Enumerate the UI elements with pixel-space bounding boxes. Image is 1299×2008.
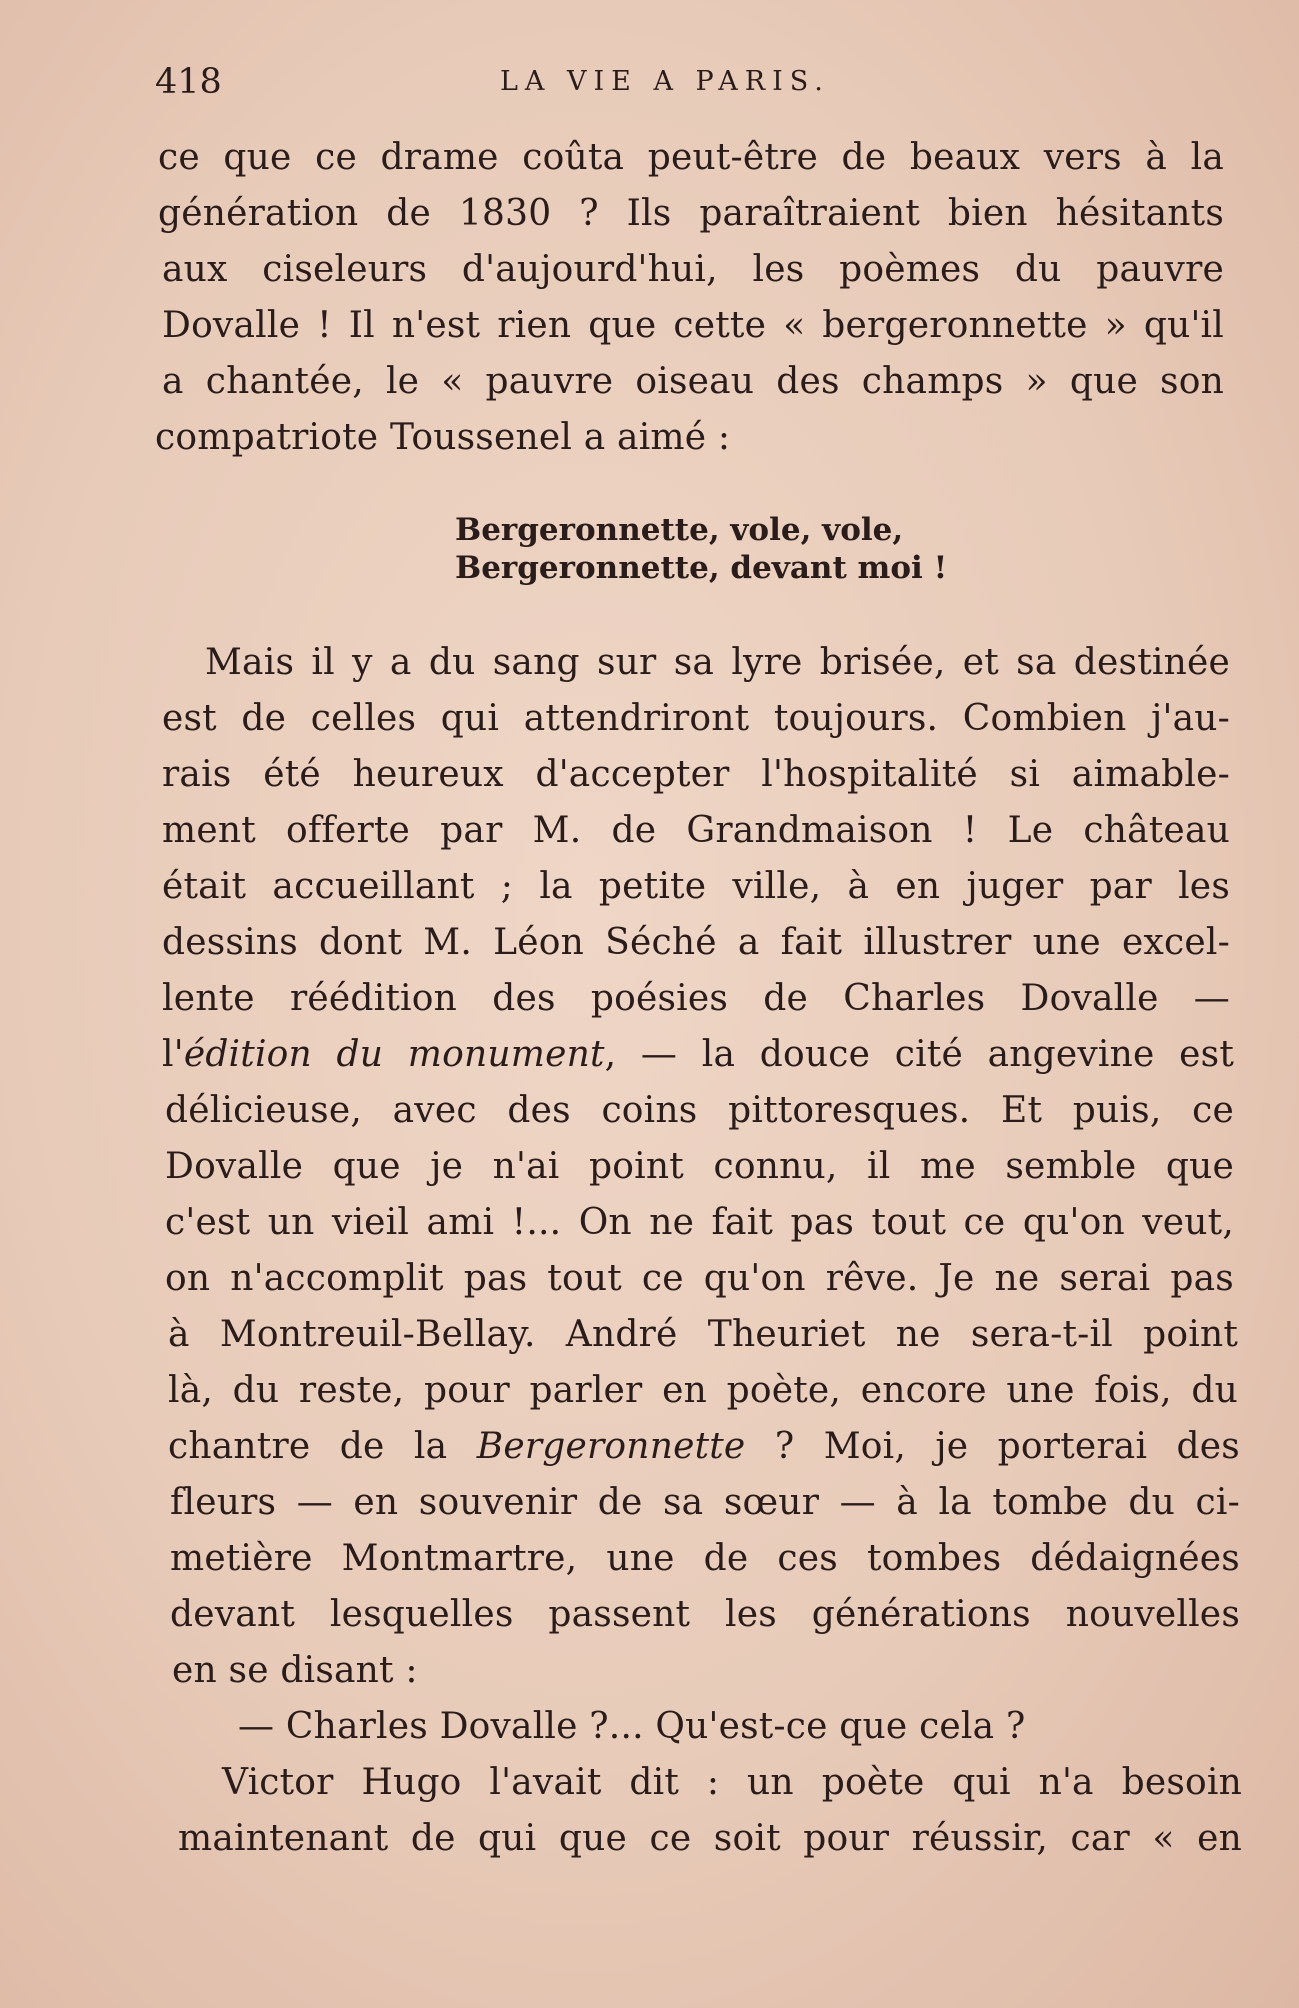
text-line: compatriote Toussenel a aimé : xyxy=(155,417,731,458)
verse-line: Bergeronnette, vole, vole, xyxy=(455,512,904,548)
text-line: c'est un vieil ami !... On ne fait pas tout ce qu'on veut, xyxy=(165,1202,1234,1243)
text-line-with-italic xyxy=(162,1034,1234,1075)
text-line: Mais il y a du sang sur sa lyre brisée, et sa destinée xyxy=(205,642,1230,683)
text-line: délicieuse, avec des coins pittoresques. Et puis, ce xyxy=(165,1090,1234,1131)
text-fragment: l' xyxy=(162,1034,184,1075)
text-line: devant lesquelles passent les générations nouvelles xyxy=(170,1594,1240,1635)
text-line: Victor Hugo l'avait dit : un poète qui n'a besoin xyxy=(222,1762,1242,1803)
text-line: metière Montmartre, une de ces tombes dédaignées xyxy=(170,1538,1240,1579)
text-line: rais été heureux d'accepter l'hospitalité si aimable- xyxy=(162,754,1230,795)
page-number: 418 xyxy=(155,62,222,102)
italic-title: édition du monument xyxy=(183,1034,605,1075)
running-title: LA VIE A PARIS. xyxy=(500,66,830,97)
text-line: aux ciseleurs d'aujourd'hui, les poèmes du pauvre xyxy=(162,249,1224,290)
text-line: Dovalle ! Il n'est rien que cette « bergeronnette » qu'il xyxy=(162,305,1224,346)
text-line: était accueillant ; la petite ville, à en juger par les xyxy=(162,866,1230,907)
text-line: génération de 1830 ? Ils paraîtraient bien hésitants xyxy=(158,193,1224,234)
text-line: ce que ce drame coûta peut-être de beaux vers à la xyxy=(158,137,1224,178)
text-line: en se disant : xyxy=(172,1650,418,1691)
text-line: maintenant de qui que ce soit pour réussir, car « en xyxy=(178,1818,1242,1859)
verse-line: Bergeronnette, devant moi ! xyxy=(455,550,948,586)
text-line: dessins dont M. Léon Séché a fait illustrer une excel- xyxy=(162,922,1230,963)
text-line: — Charles Dovalle ?... Qu'est-ce que cela ? xyxy=(238,1706,1026,1747)
text-line: à Montreuil-Bellay. André Theuriet ne sera-t-il point xyxy=(168,1314,1238,1355)
running-head xyxy=(155,62,1235,112)
text-line: on n'accomplit pas tout ce qu'on rêve. Je ne serai pas xyxy=(165,1258,1234,1299)
text-line: est de celles qui attendriront toujours. Combien j'au- xyxy=(162,698,1230,739)
text-line-with-italic xyxy=(168,1426,1240,1467)
text-line: ment offerte par M. de Grandmaison ! Le château xyxy=(162,810,1230,851)
text-line: a chantée, le « pauvre oiseau des champs » que son xyxy=(162,361,1224,402)
text-fragment: ? Moi, je porterai des xyxy=(745,1426,1240,1467)
italic-title: Bergeronnette xyxy=(476,1426,746,1467)
text-line: là, du reste, pour parler en poète, encore une fois, du xyxy=(168,1370,1238,1411)
text-line: lente réédition des poésies de Charles Dovalle — xyxy=(162,978,1230,1019)
text-line: Dovalle que je n'ai point connu, il me semble que xyxy=(165,1146,1234,1187)
text-fragment: , — la douce cité angevine est xyxy=(604,1034,1235,1075)
text-fragment: chantre de la xyxy=(168,1426,477,1467)
text-line: fleurs — en souvenir de sa sœur — à la tombe du ci- xyxy=(170,1482,1240,1523)
